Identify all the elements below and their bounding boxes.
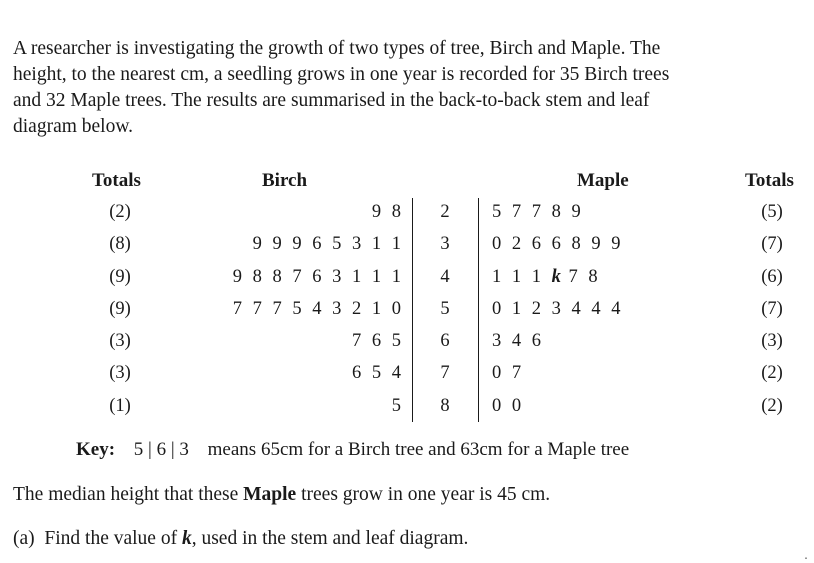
maple-leaves-text: 5 7 7 8 9 <box>492 202 584 222</box>
maple-leaves-text: 0 7 <box>492 363 525 384</box>
question-a <box>13 528 468 550</box>
stem-value: 6 <box>440 331 450 352</box>
birch-total: (3) <box>109 331 131 352</box>
maple-total: (2) <box>761 363 783 384</box>
stem-leaf-diagram <box>0 198 814 424</box>
stem-row <box>0 230 814 262</box>
key-code: 5 | 6 | 3 <box>133 439 189 460</box>
question-text: , used in the stem and leaf diagram. <box>191 528 469 549</box>
stem-row <box>0 295 814 327</box>
stem-row <box>0 198 814 230</box>
birch-total: (3) <box>109 363 131 384</box>
maple-leaves <box>492 202 584 223</box>
birch-total: (1) <box>109 395 131 416</box>
stem-value: 2 <box>440 202 450 222</box>
maple-header: Maple <box>577 170 629 191</box>
birch-leaves: 9 8 <box>371 202 404 222</box>
maple-leaves <box>492 363 524 384</box>
stem-row <box>0 359 814 391</box>
maple-total: (5) <box>761 202 783 222</box>
question-variable: k <box>181 528 192 549</box>
median-text: The median height that these <box>13 484 244 505</box>
stem-value: 7 <box>440 363 450 384</box>
intro-line: height, to the nearest cm, a seedling grows in one year is recorded for 35 Birch trees <box>13 64 670 85</box>
stem-value: 8 <box>440 395 450 416</box>
birch-leaves: 7 6 5 <box>352 331 404 352</box>
maple-leaves-text: 0 1 2 3 4 4 4 <box>492 298 624 319</box>
key-label: Key: <box>76 439 116 460</box>
diagram-key <box>76 439 629 461</box>
stem-row <box>0 392 814 424</box>
birch-leaves: 6 5 4 <box>352 363 404 384</box>
maple-total: (7) <box>761 234 783 255</box>
corner-mark: ․ <box>804 548 809 562</box>
maple-leaves-text: 3 4 6 <box>492 331 544 352</box>
birch-total: (8) <box>109 234 131 255</box>
maple-leaves <box>492 331 544 352</box>
stem-value: 3 <box>440 234 450 255</box>
intro-line: diagram below. <box>13 116 134 137</box>
maple-leaves-text: 1 1 1 <box>492 266 552 287</box>
birch-totals-header: Totals <box>92 170 141 191</box>
median-statement <box>13 484 550 506</box>
birch-leaves: 9 8 8 7 6 3 1 1 1 <box>232 266 404 287</box>
unknown-k-leaf: k <box>551 266 561 287</box>
maple-total: (6) <box>761 266 783 287</box>
birch-header: Birch <box>262 170 308 191</box>
intro-line: and 32 Maple trees. The results are summarised in the back-to-back stem and leaf <box>13 90 650 111</box>
maple-leaves <box>492 234 624 255</box>
question-text: (a) Find the value of <box>13 528 182 549</box>
stem-row <box>0 263 814 295</box>
maple-leaves-text: 0 0 <box>492 395 525 416</box>
intro-paragraph <box>13 36 803 140</box>
birch-leaves: 5 <box>391 395 404 416</box>
stem-row <box>0 327 814 359</box>
key-explanation: means 65cm for a Birch tree and 63cm for a Maple tree <box>207 439 630 460</box>
stem-value: 4 <box>440 266 450 287</box>
birch-total: (2) <box>109 202 131 222</box>
median-text: trees grow in one year is 45 cm. <box>296 484 551 505</box>
maple-totals-header: Totals <box>745 170 794 191</box>
birch-total: (9) <box>109 298 131 319</box>
maple-leaves <box>492 396 524 417</box>
maple-leaves <box>492 299 624 320</box>
maple-leaves-text: 0 2 6 6 8 9 9 <box>492 234 624 255</box>
birch-leaves: 7 7 7 5 4 3 2 1 0 <box>232 298 404 319</box>
birch-total: (9) <box>109 266 131 287</box>
median-maple-word: Maple <box>243 484 297 505</box>
birch-leaves: 9 9 9 6 5 3 1 1 <box>252 234 404 255</box>
stem-value: 5 <box>440 298 450 319</box>
maple-total: (3) <box>761 331 783 352</box>
maple-leaves <box>492 267 601 288</box>
intro-line: A researcher is investigating the growth of two types of tree, Birch and Maple. The <box>13 38 661 59</box>
maple-leaves-text: 7 8 <box>560 266 601 287</box>
maple-total: (7) <box>761 298 783 319</box>
maple-total: (2) <box>761 395 783 416</box>
